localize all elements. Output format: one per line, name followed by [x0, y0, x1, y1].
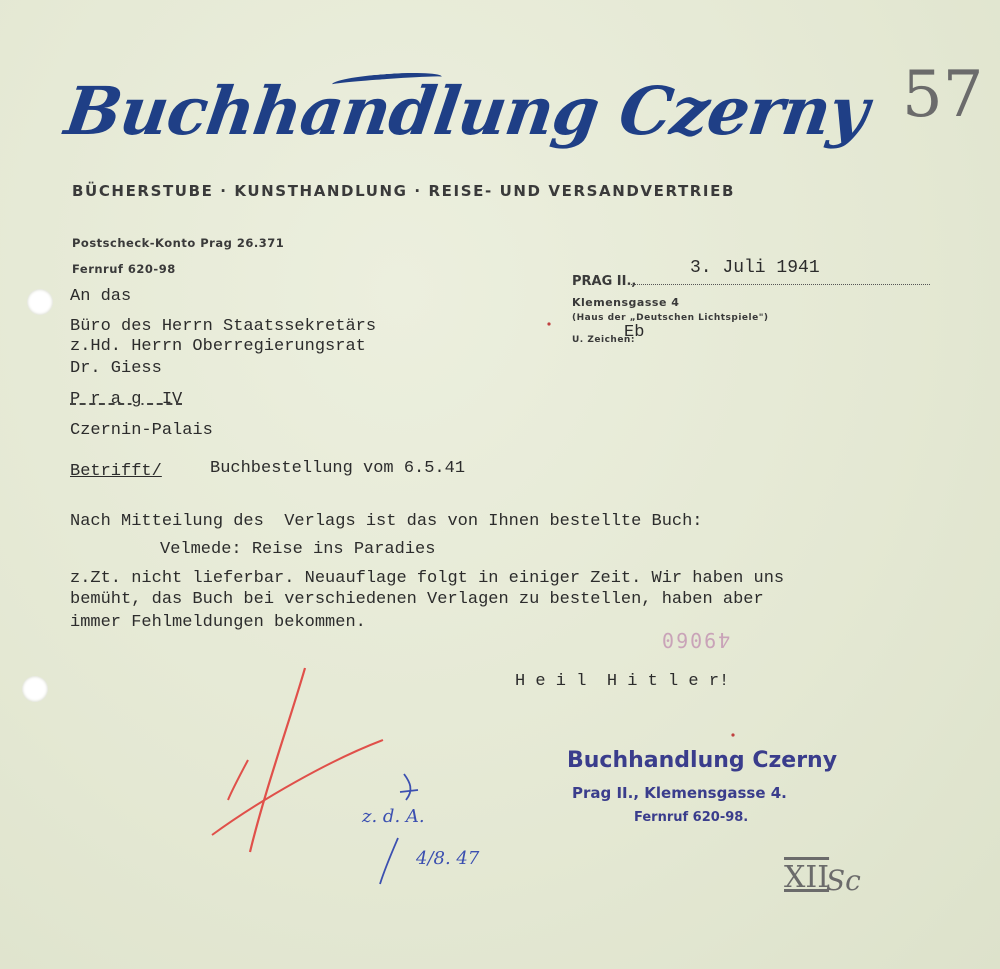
body-line-4: immer Fehlmeldungen bekommen.: [70, 613, 366, 632]
red-dot: [547, 322, 550, 325]
pencil-roman-numeral: XII: [784, 860, 830, 895]
letterhead-tagline: BÜCHERSTUBE · KUNSTHANDLUNG · REISE- UND VERSANDVERTRIEB: [72, 182, 735, 200]
archive-number: 49060: [660, 628, 731, 652]
blue-ink-slash: [380, 838, 398, 884]
recipient-line-3: z.Hd. Herrn Oberregierungsrat: [70, 337, 366, 356]
blue-note-date: 4/8. 47: [416, 848, 480, 869]
reference-label: U. Zeichen:: [572, 335, 635, 345]
body-line-3: bemüht, das Buch bei verschiedenen Verlagen zu bestellen, haben aber: [70, 590, 764, 609]
closing-salutation: H e i l H i t l e r!: [515, 672, 730, 691]
stamp-phone: Fernruf 620-98.: [634, 810, 749, 825]
pencil-number: 57: [902, 58, 984, 132]
recipient-city: P r a g IV: [70, 390, 183, 409]
red-dot-2: [731, 733, 734, 736]
subject-label: Betrifft/: [70, 462, 162, 481]
recipient-line-2: Büro des Herrn Staatssekretärs: [70, 317, 377, 336]
blue-ink-mark: [400, 774, 418, 800]
street-address: Klemensgasse 4: [572, 296, 680, 309]
body-line-1: Nach Mitteilung des Verlags ist das von Ihnen bestellte Buch:: [70, 512, 703, 531]
pencil-signature: Sc: [826, 864, 861, 897]
phone-number: Fernruf 620-98: [72, 262, 176, 276]
subject-text: Buchbestellung vom 6.5.41: [210, 459, 466, 478]
blue-note-filing: z. d. A.: [362, 806, 425, 827]
stamp-company: Buchhandlung Czerny: [567, 748, 838, 773]
red-pencil-stroke-1: [250, 668, 305, 852]
recipient-line-1: An das: [70, 287, 132, 306]
reference-initials: Eb: [624, 323, 645, 342]
recipient-line-6: Czernin-Palais: [70, 421, 213, 440]
book-title: Velmede: Reise ins Paradies: [160, 540, 436, 559]
place-label: PRAG II.,: [572, 274, 637, 289]
red-pencil-stroke-3: [212, 740, 383, 835]
building-note: (Haus der „Deutschen Lichtspiele"): [572, 313, 769, 323]
body-line-2: z.Zt. nicht lieferbar. Neuauflage folgt in einiger Zeit. Wir haben uns: [70, 569, 785, 588]
letter-date: 3. Juli 1941: [690, 258, 820, 278]
postcheck-account: Postscheck-Konto Prag 26.371: [72, 236, 285, 250]
recipient-line-4: Dr. Giess: [70, 359, 162, 378]
company-logo: Buchhandlung Czerny: [60, 72, 873, 150]
stamp-address: Prag II., Klemensgasse 4.: [572, 784, 787, 802]
red-pencil-stroke-2: [228, 760, 248, 800]
